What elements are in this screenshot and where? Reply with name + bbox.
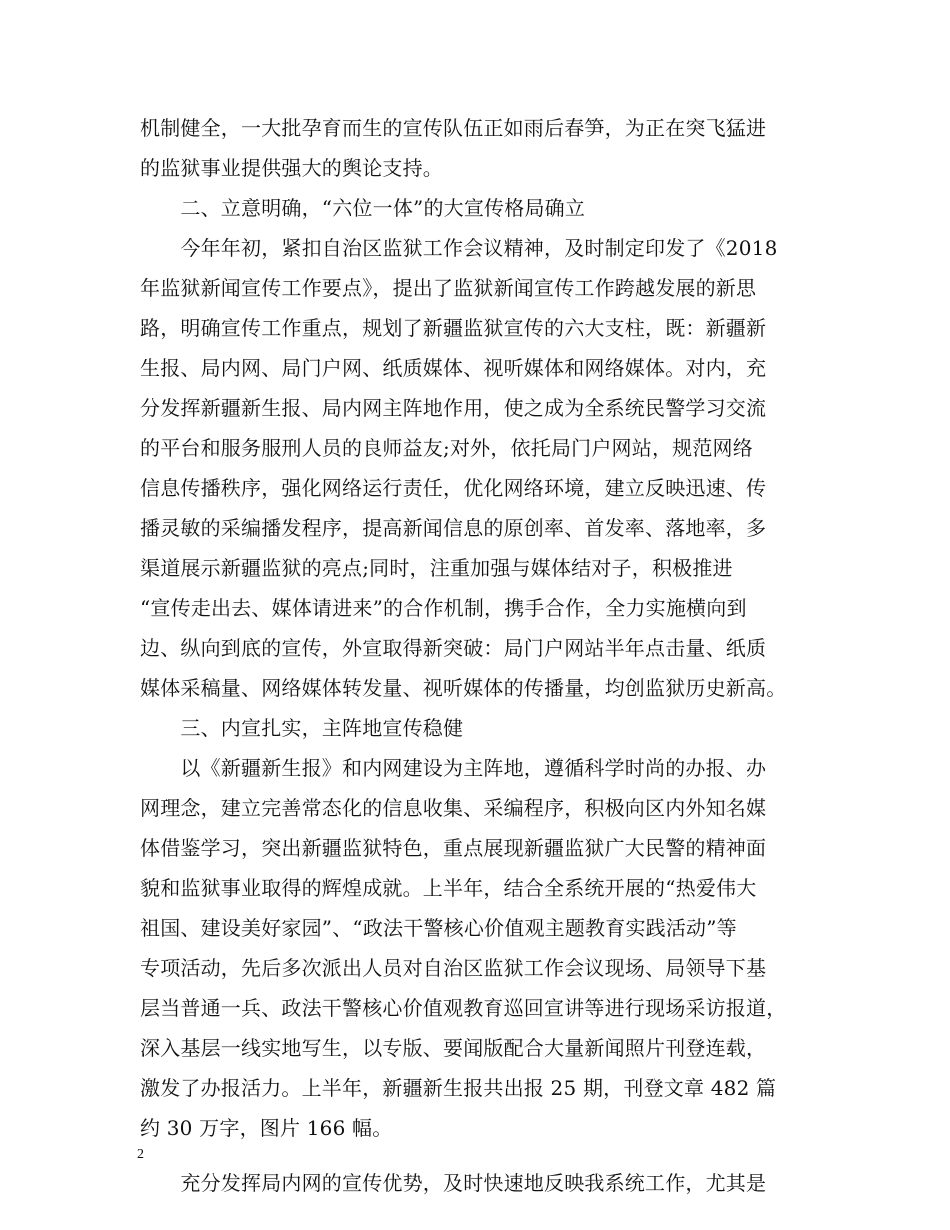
text-line: 祖国、建设美好家园”、“政法干警核心价值观主题教育实践活动”等 <box>140 916 737 940</box>
text-line: 体借鉴学习，突出新疆监狱特色，重点展现新疆监狱广大民警的精神面 <box>140 836 767 860</box>
text-line: 边、纵向到底的宣传，外宣取得新突破：局门户网站半年点击量、纸质 <box>140 636 767 660</box>
text-line: 约 30 万字，图片 166 幅。 <box>140 1116 393 1140</box>
text-line: 网理念，建立完善常态化的信息收集、采编程序，积极向区内外知名媒 <box>140 796 767 820</box>
text-line: 的平台和服务服刑人员的良师益友;对外，依托局门户网站，规范网络 <box>140 436 753 460</box>
text-line: 层当普通一兵、政法干警核心价值观教育巡回宣讲等进行现场采访报道， <box>140 996 787 1020</box>
text-line: 机制健全，一大批孕育而生的宣传队伍正如雨后春笋，为正在突飞猛进 <box>140 116 767 140</box>
text-line: 以《新疆新生报》和内网建设为主阵地，遵循科学时尚的办报、办 <box>140 756 767 780</box>
text-line: 充分发挥局内网的宣传优势，及时快速地反映我系统工作，尤其是 <box>140 1171 767 1195</box>
text-line: 专项活动，先后多次派出人员对自治区监狱工作会议现场、局领导下基 <box>140 956 767 980</box>
section-heading: 二、立意明确，“六位一体”的大宣传格局确立 <box>140 196 586 220</box>
section-heading: 三、内宣扎实，主阵地宣传稳健 <box>140 716 464 740</box>
text-line: 路，明确宣传工作重点，规划了新疆监狱宣传的六大支柱，既：新疆新 <box>140 316 767 340</box>
text-line: 貌和监狱事业取得的辉煌成就。上半年，结合全系统开展的“热爱伟大 <box>140 876 757 900</box>
text-line: 深入基层一线实地写生，以专版、要闻版配合大量新闻照片刊登连载， <box>140 1036 767 1060</box>
text-line: 信息传播秩序，强化网络运行责任，优化网络环境，建立反映迅速、传 <box>140 476 767 500</box>
text-line: 生报、局内网、局门户网、纸质媒体、视听媒体和网络媒体。对内，充 <box>140 356 767 380</box>
page-number: 2 <box>137 1147 144 1162</box>
body-text <box>140 108 820 1203</box>
text-line: 的监狱事业提供强大的舆论支持。 <box>140 156 443 180</box>
paragraph-gap <box>140 1148 820 1163</box>
text-line: 播灵敏的采编播发程序，提高新闻信息的原创率、首发率、落地率，多 <box>140 516 767 540</box>
text-line: 媒体采稿量、网络媒体转发量、视听媒体的传播量，均创监狱历史新高。 <box>140 676 787 700</box>
text-line: 分发挥新疆新生报、局内网主阵地作用，使之成为全系统民警学习交流 <box>140 396 767 420</box>
text-line: 激发了办报活力。上半年，新疆新生报共出报 25 期，刊登文章 482 篇 <box>140 1076 777 1100</box>
text-line: 年监狱新闻宣传工作要点》，提出了监狱新闻宣传工作跨越发展的新思 <box>140 276 757 300</box>
text-line: 今年年初，紧扣自治区监狱工作会议精神，及时制定印发了《2018 <box>140 236 778 260</box>
text-line: “宣传走出去、媒体请进来”的合作机制，携手合作，全力实施横向到 <box>140 596 747 620</box>
text-line: 渠道展示新疆监狱的亮点;同时，注重加强与媒体结对子，积极推进 <box>140 556 733 580</box>
